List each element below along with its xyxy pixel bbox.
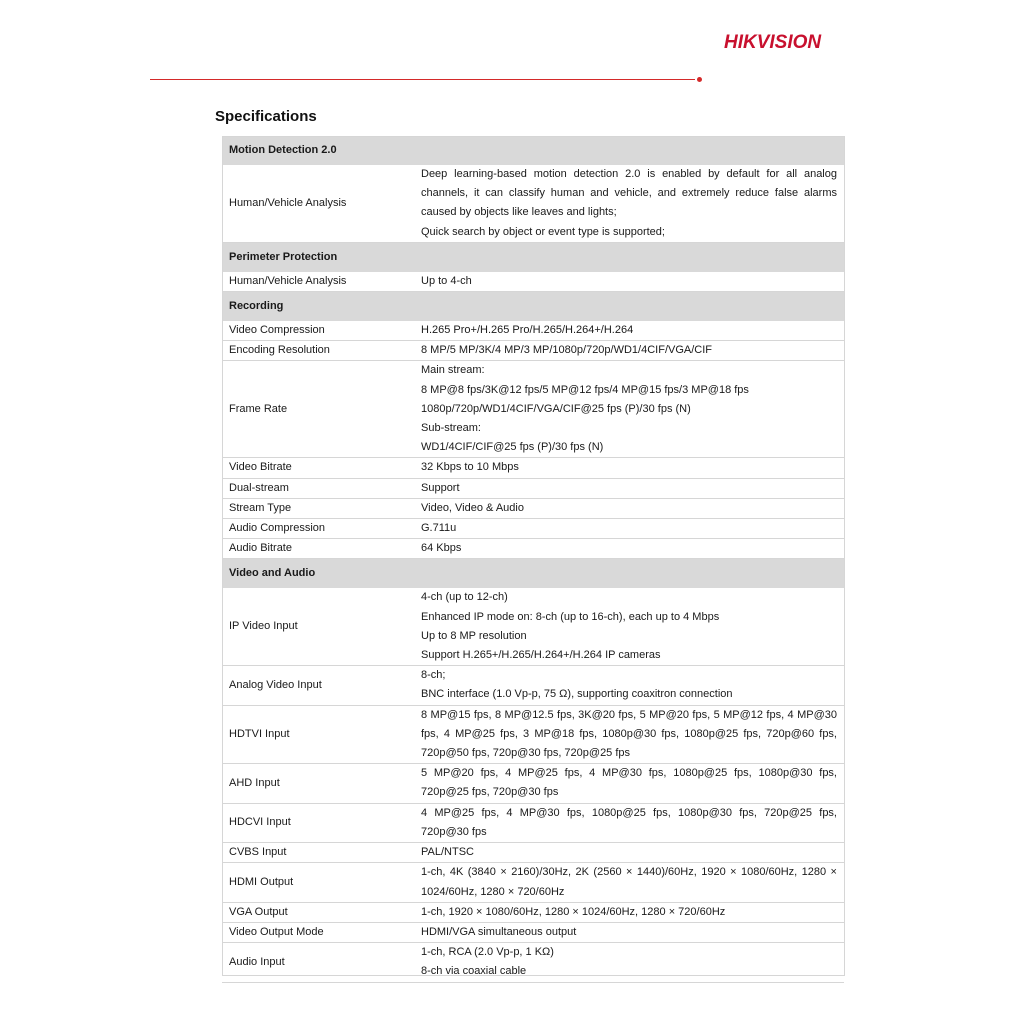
spec-label: Audio Input bbox=[222, 943, 414, 982]
spec-value-line: Enhanced IP mode on: 8-ch (up to 16-ch), each up to 4 Mbps bbox=[421, 610, 720, 623]
spec-row bbox=[222, 165, 844, 242]
spec-value-line: 1080p/720p/WD1/4CIF/VGA/CIF@25 fps (P)/30 fps (N) bbox=[421, 402, 691, 415]
spec-value-line: 1-ch, RCA (2.0 Vp-p, 1 KΩ) bbox=[421, 946, 554, 959]
spec-row bbox=[222, 272, 844, 292]
spec-label: HDTVI Input bbox=[222, 705, 414, 764]
section-title: Video and Audio bbox=[222, 559, 844, 589]
spec-value-line: Quick search by object or event type is supported; bbox=[421, 225, 665, 238]
section-header bbox=[222, 292, 844, 322]
spec-label: Analog Video Input bbox=[222, 666, 414, 705]
spec-value bbox=[414, 361, 844, 458]
spec-value-line: HDMI/VGA simultaneous output bbox=[421, 925, 577, 938]
spec-row bbox=[222, 341, 844, 361]
spec-row bbox=[222, 863, 844, 902]
spec-label: CVBS Input bbox=[222, 843, 414, 863]
spec-row bbox=[222, 843, 844, 863]
spec-value bbox=[414, 705, 844, 764]
spec-value-line: G.711u bbox=[421, 522, 457, 535]
spec-value bbox=[414, 272, 844, 292]
spec-label: HDMI Output bbox=[222, 863, 414, 902]
spec-value-line: 8 MP@15 fps, 8 MP@12.5 fps, 3K@20 fps, 5 MP@20 fps, 5 MP@12 fps, 4 MP@30 fps, 4 MP@25 fps, 3 MP@18 fps, 1080p@30 fps, 1080p@25 fps, 720p@60 fps, 720p@50 fps, 720p@30 fps, 720p@25 fps bbox=[421, 708, 837, 760]
spec-row bbox=[222, 922, 844, 942]
spec-row bbox=[222, 666, 844, 705]
spec-value-line: Up to 8 MP resolution bbox=[421, 629, 527, 642]
spec-value-line: BNC interface (1.0 Vp-p, 75 Ω), supporting coaxitron connection bbox=[421, 688, 733, 701]
spec-label: Dual-stream bbox=[222, 478, 414, 498]
spec-value bbox=[414, 165, 844, 242]
spec-value-line: 8 MP@8 fps/3K@12 fps/5 MP@12 fps/4 MP@15 fps/3 MP@18 fps bbox=[421, 383, 749, 396]
spec-row bbox=[222, 588, 844, 665]
spec-value bbox=[414, 803, 844, 842]
hikvision-logo: HIKVISION bbox=[724, 32, 822, 53]
spec-label: Human/Vehicle Analysis bbox=[222, 272, 414, 292]
spec-value-line: 1-ch, 4K (3840 × 2160)/30Hz, 2K (2560 × 1440)/60Hz, 1920 × 1080/60Hz, 1280 × 1024/60Hz, 1280 × 720/60Hz bbox=[421, 866, 837, 898]
spec-value-line: Main stream: bbox=[421, 364, 485, 377]
header-divider-dot bbox=[697, 77, 702, 82]
section-title: Recording bbox=[222, 292, 844, 322]
section-header bbox=[222, 136, 844, 165]
spec-value-line: Up to 4-ch bbox=[421, 274, 472, 287]
spec-label: Stream Type bbox=[222, 498, 414, 518]
spec-row bbox=[222, 321, 844, 341]
spec-value-line: 4 MP@25 fps, 4 MP@30 fps, 1080p@25 fps, 1080p@30 fps, 720p@25 fps, 720p@30 fps bbox=[421, 806, 837, 838]
spec-value bbox=[414, 666, 844, 705]
spec-value bbox=[414, 943, 844, 982]
spec-row bbox=[222, 803, 844, 842]
spec-value bbox=[414, 588, 844, 665]
spec-value bbox=[414, 863, 844, 902]
spec-value bbox=[414, 341, 844, 361]
spec-value-line: H.265 Pro+/H.265 Pro/H.265/H.264+/H.264 bbox=[421, 324, 634, 337]
spec-value bbox=[414, 321, 844, 341]
spec-label: Video Bitrate bbox=[222, 458, 414, 478]
spec-label: AHD Input bbox=[222, 764, 414, 803]
spec-label: Encoding Resolution bbox=[222, 341, 414, 361]
spec-value-line: Video, Video & Audio bbox=[421, 501, 524, 514]
spec-label: IP Video Input bbox=[222, 588, 414, 665]
spec-value bbox=[414, 922, 844, 942]
spec-row bbox=[222, 361, 844, 458]
spec-row bbox=[222, 519, 844, 539]
spec-value-line: Support bbox=[421, 481, 460, 494]
section-header bbox=[222, 559, 844, 589]
spec-value-line: 8 MP/5 MP/3K/4 MP/3 MP/1080p/720p/WD1/4CIF/VGA/CIF bbox=[421, 344, 713, 357]
specifications-table bbox=[222, 136, 844, 983]
spec-value-line: Sub-stream: bbox=[421, 422, 481, 435]
spec-label: Audio Compression bbox=[222, 519, 414, 539]
spec-value-line: 32 Kbps to 10 Mbps bbox=[421, 461, 519, 474]
spec-label: Video Compression bbox=[222, 321, 414, 341]
spec-row bbox=[222, 498, 844, 518]
spec-label: Audio Bitrate bbox=[222, 539, 414, 559]
spec-value bbox=[414, 539, 844, 559]
spec-label: Video Output Mode bbox=[222, 922, 414, 942]
spec-value-line: 8-ch via coaxial cable bbox=[421, 965, 527, 978]
spec-label: Frame Rate bbox=[222, 361, 414, 458]
spec-value-line: Support H.265+/H.265/H.264+/H.264 IP cameras bbox=[421, 649, 661, 662]
spec-value bbox=[414, 458, 844, 478]
spec-row bbox=[222, 539, 844, 559]
spec-value bbox=[414, 843, 844, 863]
spec-value-line: Deep learning-based motion detection 2.0 is enabled by default for all analog channels, it can classify human and vehicle, and extremely reduce false alarms caused by objects like leaves and lights; bbox=[421, 168, 837, 219]
spec-value-line: 4-ch (up to 12-ch) bbox=[421, 591, 508, 604]
spec-value bbox=[414, 764, 844, 803]
spec-label: VGA Output bbox=[222, 902, 414, 922]
section-title: Motion Detection 2.0 bbox=[222, 136, 844, 165]
spec-row bbox=[222, 478, 844, 498]
spec-value-line: 1-ch, 1920 × 1080/60Hz, 1280 × 1024/60Hz, 1280 × 720/60Hz bbox=[421, 905, 726, 918]
spec-value bbox=[414, 498, 844, 518]
spec-value bbox=[414, 478, 844, 498]
spec-value bbox=[414, 902, 844, 922]
spec-value-line: 5 MP@20 fps, 4 MP@25 fps, 4 MP@30 fps, 1080p@25 fps, 1080p@30 fps, 720p@25 fps, 720p@30 fps bbox=[421, 767, 837, 799]
spec-value-line: PAL/NTSC bbox=[421, 846, 474, 859]
header-divider bbox=[150, 79, 695, 80]
spec-value-line: 64 Kbps bbox=[421, 542, 462, 555]
spec-row bbox=[222, 764, 844, 803]
spec-value-line: WD1/4CIF/CIF@25 fps (P)/30 fps (N) bbox=[421, 441, 604, 454]
section-header bbox=[222, 242, 844, 272]
section-title: Perimeter Protection bbox=[222, 242, 844, 272]
spec-value-line: 8-ch; bbox=[421, 669, 446, 682]
spec-label: HDCVI Input bbox=[222, 803, 414, 842]
page-title: Specifications bbox=[215, 108, 317, 125]
spec-label: Human/Vehicle Analysis bbox=[222, 165, 414, 242]
spec-row bbox=[222, 458, 844, 478]
spec-row bbox=[222, 943, 844, 982]
spec-row bbox=[222, 902, 844, 922]
spec-value bbox=[414, 519, 844, 539]
spec-row bbox=[222, 705, 844, 764]
